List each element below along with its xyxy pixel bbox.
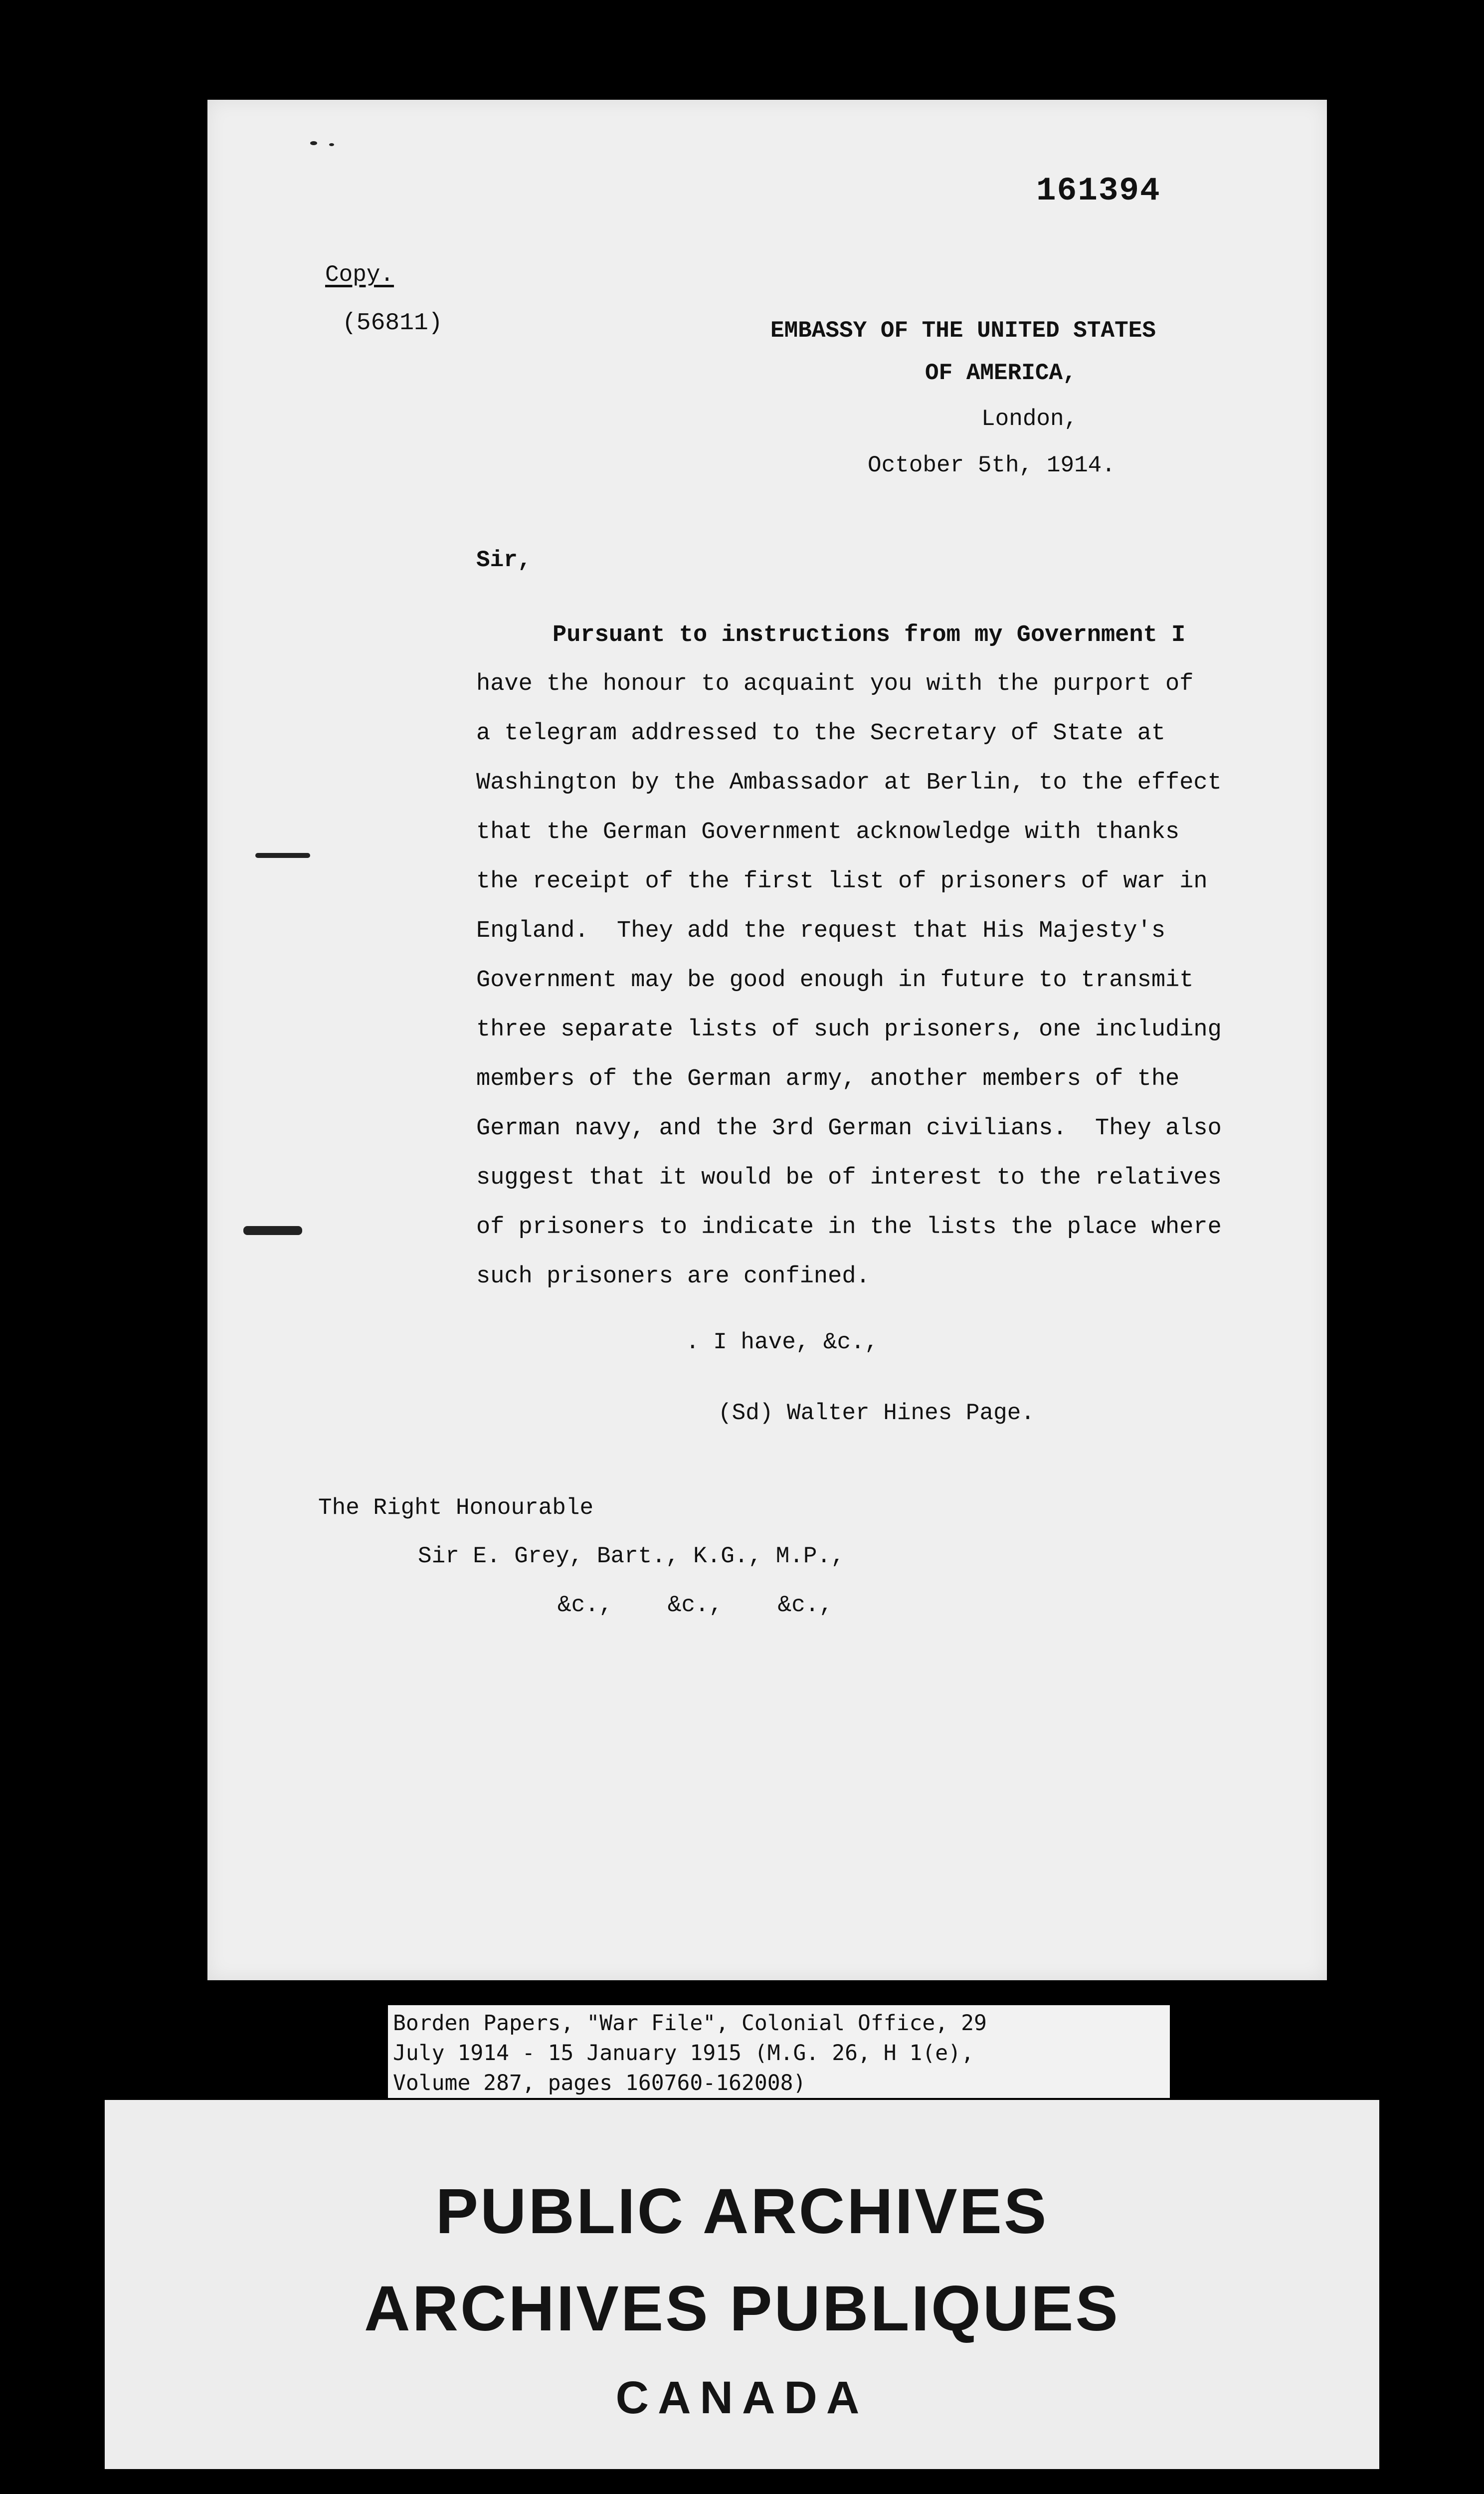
body-line: German navy, and the 3rd German civilians. They also bbox=[476, 1115, 1222, 1142]
addressee-line1: The Right Honourable bbox=[318, 1495, 594, 1521]
salutation: Sir, bbox=[476, 547, 532, 573]
copy-label: Copy. bbox=[325, 262, 394, 288]
body-line: have the honour to acquaint you with the purport of bbox=[476, 671, 1194, 697]
letterhead-line1: EMBASSY OF THE UNITED STATES bbox=[770, 318, 1156, 344]
margin-mark bbox=[243, 1226, 302, 1235]
archive-citation-line: July 1914 - 15 January 1915 (M.G. 26, H 1(e), bbox=[393, 2041, 974, 2066]
reference-number: (56811) bbox=[342, 310, 443, 337]
body-line: suggest that it would be of interest to the relatives bbox=[476, 1165, 1222, 1191]
stamp-line-english: PUBLIC ARCHIVES bbox=[435, 2176, 1049, 2247]
stamp-line-country: CANADA bbox=[615, 2372, 869, 2423]
archive-citation-line: Borden Papers, "War File", Colonial Office, 29 bbox=[393, 2011, 987, 2036]
body-line: Government may be good enough in future to transmit bbox=[476, 967, 1194, 994]
body-line: the receipt of the first list of prisoners of war in bbox=[476, 868, 1208, 895]
archive-number: 161394 bbox=[1036, 172, 1161, 209]
archives-stamp bbox=[105, 2100, 1379, 2469]
letterhead-line2: OF AMERICA, bbox=[925, 360, 1077, 386]
film-speck bbox=[329, 143, 334, 146]
body-line: England. They add the request that His Majesty's bbox=[476, 918, 1166, 944]
body-line: three separate lists of such prisoners, one including bbox=[476, 1017, 1222, 1043]
body-line: that the German Government acknowledge with thanks bbox=[476, 819, 1180, 845]
body-line: of prisoners to indicate in the lists the place where bbox=[476, 1214, 1222, 1241]
body-line: a telegram addressed to the Secretary of State at bbox=[476, 720, 1166, 747]
stamp-line-french: ARCHIVES PUBLIQUES bbox=[364, 2273, 1120, 2344]
body-line: Pursuant to instructions from my Government I bbox=[553, 622, 1186, 648]
margin-mark bbox=[255, 853, 310, 858]
archive-citation-label bbox=[388, 2005, 1170, 2098]
letter-date: October 5th, 1914. bbox=[868, 452, 1115, 478]
body-line: members of the German army, another members of the bbox=[476, 1066, 1180, 1092]
signature: (Sd) Walter Hines Page. bbox=[718, 1400, 1035, 1426]
film-speck bbox=[310, 141, 317, 145]
body-line: Washington by the Ambassador at Berlin, to the effect bbox=[476, 770, 1222, 796]
addressee-line3: &c., &c., &c., bbox=[557, 1592, 833, 1618]
closing: . I have, &c., bbox=[686, 1329, 879, 1355]
addressee-line2: Sir E. Grey, Bart., K.G., M.P., bbox=[418, 1543, 845, 1569]
letterhead-city: London, bbox=[981, 406, 1078, 432]
body-line: such prisoners are confined. bbox=[476, 1263, 870, 1290]
archive-citation-line: Volume 287, pages 160760-162008) bbox=[393, 2071, 806, 2095]
